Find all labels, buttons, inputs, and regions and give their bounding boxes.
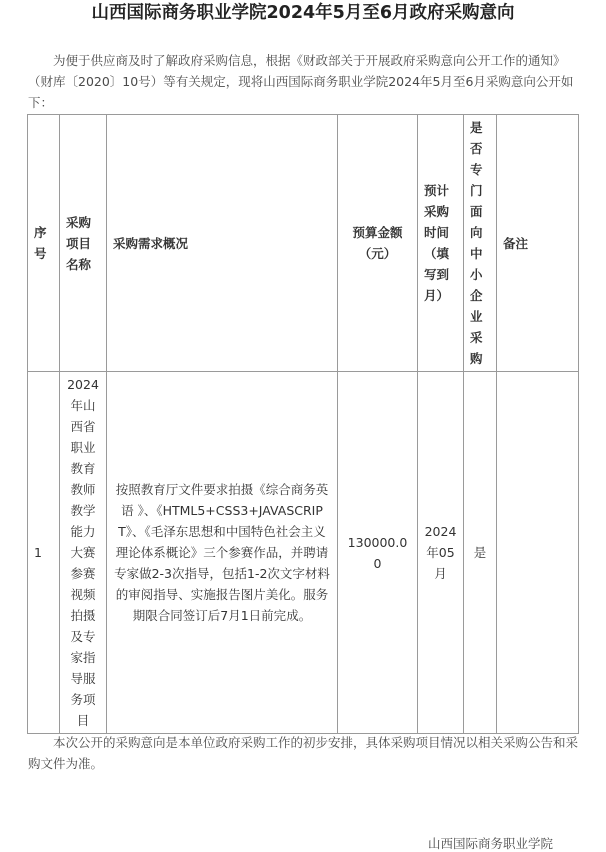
cell-needs: 按照教育厅文件要求拍摄《综合商务英语 》、《HTML5+CSS3+JAVASCRIPT》、《毛泽东思想和中国特色社会主义理论体系概论》三个参赛作品，并聘请专家做2-3次指导，包括1-2次文字材料的审阅指导、实施报告图片美化。服务期限合同签订后7月1日前完成。 [107,372,338,734]
procurement-table [27,114,579,734]
header-needs: 采购需求概况 [107,115,338,372]
header-project: 采购项目名称 [60,115,107,372]
table-header-row [28,115,579,372]
header-remark: 备注 [497,115,579,372]
header-time: 预计采购时间（填写到月） [418,115,464,372]
table-row [28,372,579,734]
header-budget: 预算金额（元） [338,115,418,372]
cell-remark [497,372,579,734]
header-sme: 是否专门面向中小企业采购 [464,115,497,372]
page-title: 山西国际商务职业学院2024年5月至6月政府采购意向 [91,3,515,23]
cell-seq: 1 [28,372,60,734]
cell-time: 2024年05月 [418,372,464,734]
cell-sme: 是 [464,372,497,734]
signature: 山西国际商务职业学院 [428,836,554,851]
cell-budget: 130000.00 [338,372,418,734]
cell-project: 2024年山西省职业教育教师教学能力大赛参赛视频拍摄及专家指导服务项目 [60,372,107,734]
header-seq: 序号 [28,115,60,372]
footer-note: 本次公开的采购意向是本单位政府采购工作的初步安排，具体采购项目情况以相关采购公告和采购文件为准。 [28,735,579,771]
intro-paragraph: 为便于供应商及时了解政府采购信息，根据《财政部关于开展政府采购意向公开工作的通知》（财库〔2020〕10号）等有关规定，现将山西国际商务职业学院2024年5月至6月采购意向公开如下： [28,53,574,110]
